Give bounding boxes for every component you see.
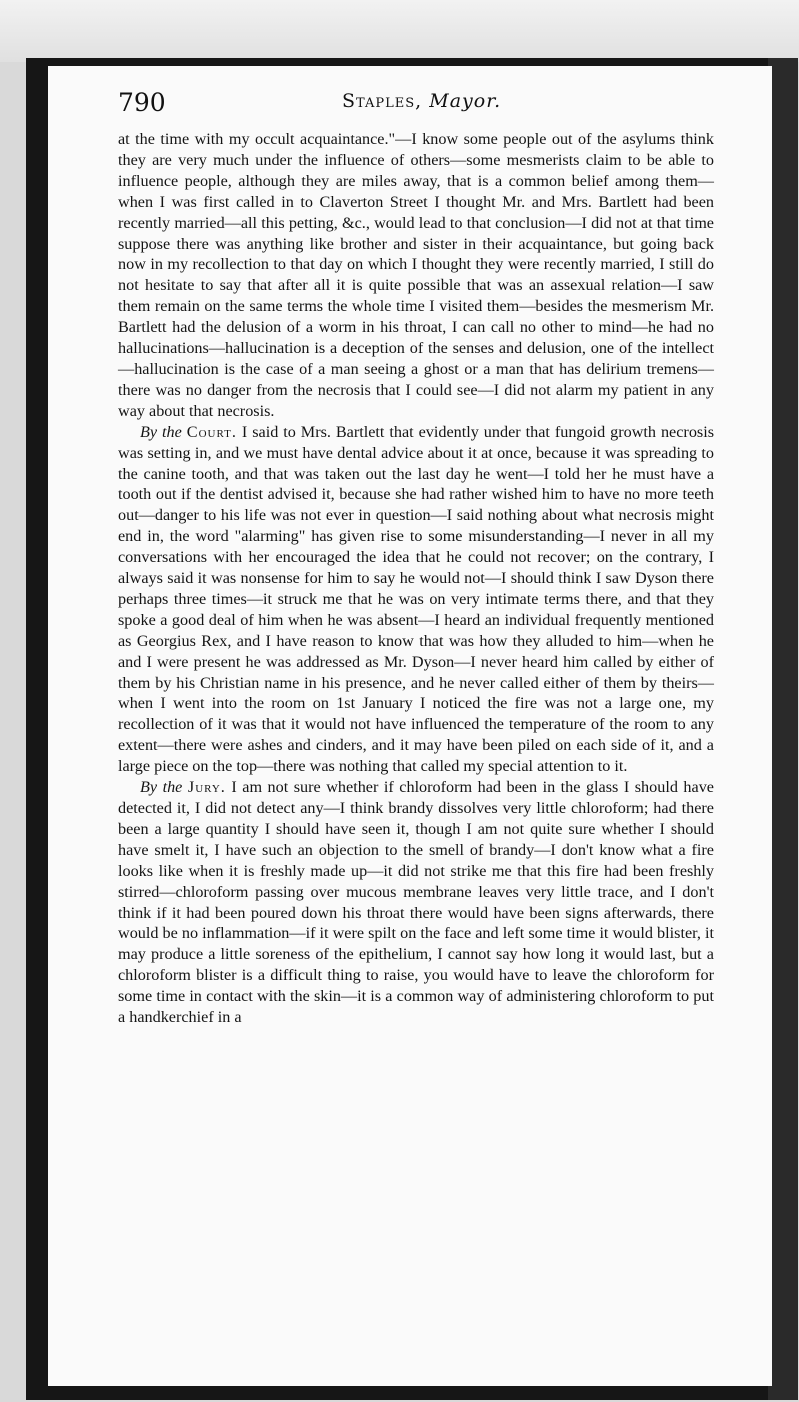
speaker-name: Jury. — [187, 778, 226, 797]
speaker-label — [140, 423, 237, 441]
speaker-prefix: By the — [140, 422, 182, 441]
running-head-title: Mayor. — [429, 90, 502, 112]
paragraph-continuation — [118, 129, 714, 422]
running-head-name: Staples, — [342, 90, 423, 112]
page-number: 790 — [118, 88, 166, 117]
speaker-label — [140, 778, 226, 796]
running-head — [342, 90, 501, 112]
speaker-name: Court. — [186, 422, 237, 441]
speaker-prefix: By the — [140, 778, 183, 797]
paragraph-text: at the time with my occult acquaintance."—I know some people out of the asylums think they are very much under the influence of others—some mesmerists claim to be able to influence people, although they are miles away, that is a common belief among them—when I was first called in to Claverton Street I thought Mr. and Mrs. Bartlett had been recently married—all this petting, &c., would lead to that conclusion—I did not at that time suppose there was anything like brother and sister in their acquaintance, but going back now in my recollection to that day on which I thought they were recently married, I still do not hesitate to say that after all it is quite possible that was an assexual relation—I saw them remain on the same terms the whole time I visited them—besides the mesmerism Mr. Bartlett had the delusion of a worm in his throat, I can call no other to mind—he had no hallucinations—hallucination is a deception of the senses and delusion, one of the intellect—hallucination is the case of a man seeing a ghost or a man that has delirium tremens—there was no danger from the necrosis that I could see—I did not alarm my patient in any way about that necrosis. — [118, 130, 714, 420]
paragraph-text: I am not sure whether if chloroform had been in the glass I should have detected it, I did not detect any—I think brandy dissolves very little chloroform; had there been a large quantity I should have seen it, though I am not quite sure whether I should have smelt it, I have such an objection to the smell of brandy—I don't know what a fire looks like when it is freshly made up—it did not strike me that this fire had been freshly stirred—chloroform passing over mucous membrane leaves very little trace, and I don't think if it had been poured down his throat there would have been signs afterwards, there would be no inflammation—if it were spilt on the face and left some time it would blister, it may produce a little soreness of the epithelium, I cannot say how long it would last, but a chloroform blister is a difficult thing to raise, you would have to leave the chloroform for some time in contact with the skin—it is a common way of administering chloroform to put a handkerchief in a — [118, 778, 714, 1027]
page-header — [118, 88, 598, 122]
page-body-text — [118, 129, 714, 1028]
book-spine-edge — [768, 58, 798, 1400]
paragraph-court — [118, 422, 714, 777]
paragraph-jury — [118, 777, 714, 1028]
scan-top-margin — [0, 0, 799, 62]
paragraph-text: I said to Mrs. Bartlett that evidently under that fungoid growth necrosis was setting in, and we must have dental advice about it at once, because it was spreading to the canine tooth, and that was taken out the last day he went—I told her he must have a tooth out if the dentist advised it, because she had rather wished him to have no more teeth out—danger to his life was not ever in question—I said nothing about what necrosis might end in, the word "alarming" has given rise to some misunderstanding—I never in all my conversations with her encouraged the idea that he could not recover; on the contrary, I always said it was nonsense for him to say he would not—I should think I saw Dyson there perhaps three times—it struck me that he was on very intimate terms there, and that they spoke a good deal of him when he was absent—I heard an individual frequently mentioned as Georgius Rex, and I have reason to know that was how they alluded to him—when he and I were present he was addressed as Mr. Dyson—I never heard him called by either of them by his Christian name in his presence, and he never called either of them by theirs—when I went into the room on 1st January I noticed the fire was not a large one, my recollection of it was that it would not have influenced the temperature of the room to any extent—there were ashes and cinders, and it may have been piled on each side of it, and a large piece on the top—there was nothing that called my special attention to it. — [118, 422, 715, 776]
